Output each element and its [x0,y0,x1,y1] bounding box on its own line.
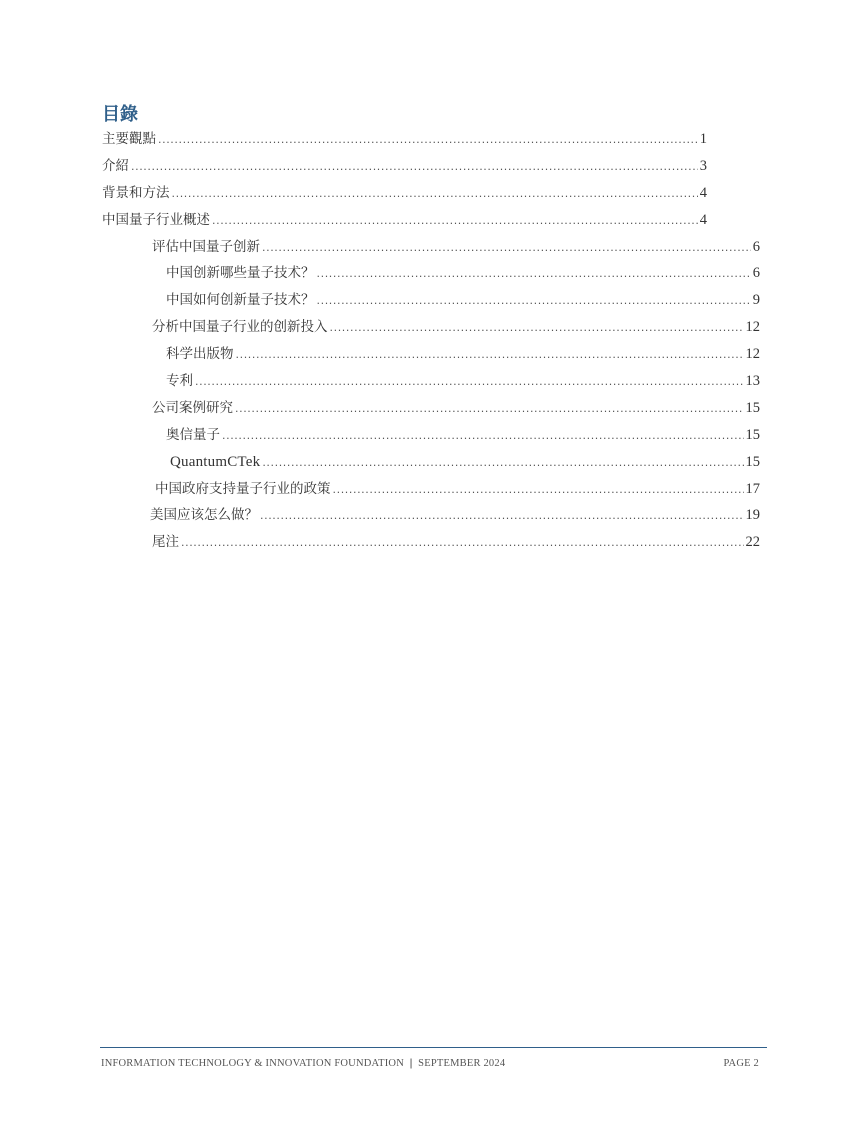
toc-entry-label: 尾注 [152,534,179,551]
toc-list [0,126,866,556]
toc-entry-introduction[interactable] [0,153,707,180]
toc-entry-page: 19 [745,507,760,524]
toc-entry-page: 15 [745,399,760,416]
toc-entry-label: 介紹 [102,157,129,174]
toc-entry-page: 9 [752,292,760,309]
toc-entry-label: 中国量子行业概述 [102,211,210,228]
toc-title: 目錄 [102,104,138,125]
toc-entry-label: 奥信量子 [166,426,220,443]
toc-entry-key-points[interactable] [0,126,707,153]
toc-entry-page: 6 [752,238,760,255]
toc-entry-page: 22 [745,534,760,551]
dot-leader [262,450,743,477]
toc-entry-innovation-inputs[interactable] [0,314,760,341]
toc-entry-page: 3 [699,157,707,174]
toc-entry-aoxin-quantum[interactable] [0,422,760,449]
dot-leader [262,235,751,262]
toc-entry-page: 6 [752,265,760,282]
dot-leader [131,154,698,181]
toc-entry-label: 中国如何创新量子技术？ [166,292,315,309]
toc-entry-page: 15 [745,453,760,470]
footer-organization-line [101,1058,505,1069]
dot-leader [330,315,744,342]
dot-leader [317,288,751,315]
dot-leader [172,181,698,208]
toc-entry-government-policies[interactable] [0,476,760,503]
toc-entry-quantumctek[interactable] [0,449,760,476]
toc-entry-assessing-innovation[interactable] [0,234,760,261]
toc-entry-page: 17 [745,480,760,497]
toc-entry-page: 15 [745,426,760,443]
toc-entry-case-studies[interactable] [0,395,760,422]
toc-entry-endnotes[interactable] [0,529,760,556]
toc-entry-label: 分析中国量子行业的创新投入 [152,319,328,336]
toc-entry-label: 评估中国量子创新 [152,238,260,255]
toc-entry-page: 4 [699,211,707,228]
dot-leader [317,261,751,288]
toc-entry-label: 科学出版物 [166,346,234,363]
toc-entry-label: 背景和方法 [102,184,170,201]
toc-entry-publications[interactable] [0,341,760,368]
dot-leader [236,342,744,369]
toc-entry-label: QuantumCTek [170,453,261,470]
toc-entry-page: 4 [699,184,707,201]
toc-entry-label: 中国创新哪些量子技术？ [166,265,315,282]
toc-entry-page: 13 [745,373,760,390]
toc-entry-page: 12 [745,346,760,363]
toc-entry-label: 中国政府支持量子行业的政策 [155,480,331,497]
dot-leader [333,477,744,504]
toc-entry-label: 美国应该怎么做？ [150,507,258,524]
toc-entry-label: 公司案例研究 [152,399,233,416]
dot-leader [235,396,744,423]
toc-entry-us-response[interactable] [0,502,760,529]
toc-entry-page: 12 [745,319,760,336]
toc-entry-which-technologies[interactable] [0,260,760,287]
toc-entry-label: 专利 [166,373,193,390]
toc-entry-page: 1 [699,131,707,147]
dot-leader [195,369,744,396]
toc-entry-label: 主要觀點 [102,131,156,147]
footer-organization: INFORMATION TECHNOLOGY & INNOVATION FOUNDATION [101,1058,404,1069]
toc-entry-patents[interactable] [0,368,760,395]
footer-separator: | [409,1058,413,1069]
toc-entry-how-innovate[interactable] [0,287,760,314]
dot-leader [181,530,744,557]
toc-entry-industry-overview[interactable] [0,207,707,234]
toc-entry-background-methods[interactable] [0,180,707,207]
dot-leader [158,127,698,154]
dot-leader [222,423,744,450]
dot-leader [260,503,744,530]
footer-page-number: PAGE 2 [723,1058,759,1069]
dot-leader [212,208,698,235]
footer-divider [100,1047,767,1048]
footer-date: SEPTEMBER 2024 [418,1058,506,1069]
